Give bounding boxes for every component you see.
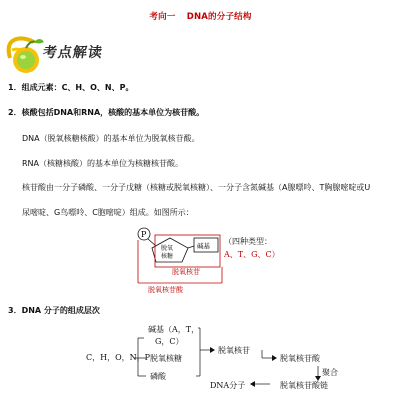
hierarchy-phosphate: 磷酸 (150, 372, 166, 381)
point-2-dna: DNA（脱氧核糖核酸）的基本单位为脱氧核苷酸。 (22, 134, 200, 143)
base-label: 碱基 (197, 242, 210, 250)
types-line-1: （四种类型： (224, 237, 272, 246)
hierarchy-sugar: 脱氧核糖 (150, 354, 182, 363)
hierarchy-nucleoside: 脱氧核苷 (218, 346, 250, 355)
point-2-rna: RNA（核糖核酸）的基本单位为核糖核苷酸。 (22, 159, 184, 168)
point-1: 1．组成元素：C、H、O、N、P。 (8, 83, 134, 92)
point-2: 2．核酸包括DNA和RNA，核酸的基本单位为核苷酸。 (8, 108, 205, 117)
nucleoside-label: 脱氧核苷 (172, 268, 200, 276)
phosphate-label: P (141, 230, 147, 239)
section-number: 考向一 (149, 12, 176, 22)
sugar-label-2: 核糖 (161, 253, 174, 260)
point-2-composition: 核苷酸由一分子磷酸、一分子戊糖（核糖或脱氧核糖）、一分子含氮碱基（A腺嘌呤、T胸腺嘧啶或U (22, 183, 371, 192)
section-topic: DNA的分子结构 (186, 12, 252, 22)
types-line-2: A、T、G、C） (224, 250, 280, 259)
hierarchy-dna: DNA分子 (210, 381, 246, 390)
hierarchy-chain: 脱氧核苷酸链 (280, 381, 328, 390)
base-types-note (224, 236, 280, 260)
badge-label: 考点解读 (41, 45, 104, 61)
point-2-composition-cont: 尿嘧啶、G鸟嘌呤、C胞嘧啶）组成。如图所示： (22, 208, 194, 217)
key-points-badge (4, 30, 112, 78)
hierarchy-base-2: G，C） (155, 337, 184, 346)
hierarchy-base-1: 碱基（A，T， (148, 325, 200, 334)
hierarchy-nucleotide: 脱氧核苷酸 (280, 354, 320, 363)
nucleotide-structure-diagram (134, 226, 224, 296)
sugar-label-1: 脱氧 (161, 245, 174, 252)
point-3: 3．DNA 分子的组成层次 (8, 306, 100, 315)
section-title (0, 10, 401, 22)
hierarchy-diagram (0, 318, 401, 400)
hierarchy-polymerize: 聚合 (322, 368, 338, 377)
hierarchy-elements: C，H，O，N，P (86, 353, 151, 362)
nucleotide-label: 脱氧核苷酸 (148, 286, 183, 294)
